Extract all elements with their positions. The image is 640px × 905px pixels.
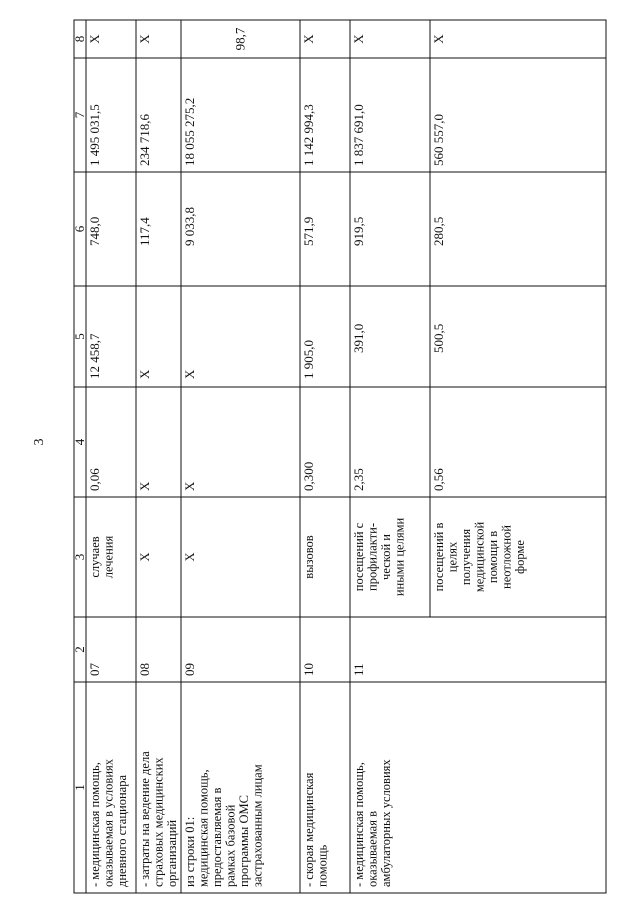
row-label: - скорая медицинская [302, 772, 316, 887]
cell-value: 98,7 [232, 27, 248, 51]
row-label: организаций [165, 819, 179, 887]
cell-value: 2,35 [351, 468, 366, 491]
unit-label: посещений с [352, 522, 366, 592]
header-cell-6: 6 [72, 225, 87, 233]
row-label: оказываемая в условиях [101, 758, 116, 887]
cell-value: X [182, 369, 197, 379]
unit-label: вызовов [302, 535, 316, 579]
row-label: - медицинская помощь, [88, 762, 102, 887]
row-label: медицинская помощь, [196, 769, 211, 887]
header-cell-2: 2 [72, 646, 87, 653]
header-cell-7: 7 [72, 111, 87, 119]
cell-value: 919,5 [351, 216, 366, 246]
unit-label: помощи в [486, 530, 500, 584]
header-cell-3: 3 [72, 553, 87, 561]
unit-label: X [138, 552, 152, 562]
row-label: из строки 01: [183, 816, 197, 887]
cell-value: X [87, 34, 102, 44]
row-label: застрахованным лицам [250, 764, 265, 887]
cell-value: 9 033,8 [182, 207, 197, 246]
unit-label: лечения [101, 535, 116, 579]
cell-value: X [137, 34, 152, 44]
row-code: 09 [182, 663, 197, 676]
unit-label: ческой и [379, 534, 393, 580]
unit-label: целях [445, 541, 460, 573]
cell-value: 1 905,0 [301, 340, 316, 379]
cell-value: 748,0 [87, 216, 102, 246]
row-code: 08 [137, 663, 152, 676]
header-cell-4: 4 [72, 438, 87, 446]
row-label: рамках базовой [223, 804, 238, 887]
unit-label: посещений в [432, 522, 446, 592]
cell-value: 1 142 994,3 [301, 104, 316, 166]
cell-value: 234 718,6 [137, 114, 152, 166]
row-label: дневного стационара [115, 774, 129, 887]
cell-value: 1 495 031,5 [87, 104, 102, 166]
row-label: предоставляемая в [210, 787, 224, 887]
cell-value: X [137, 369, 152, 379]
header-cell-5: 5 [72, 333, 87, 340]
unit-label: получения [459, 528, 473, 586]
cell-value: 12 458,7 [87, 333, 102, 379]
row-label: страховых медицинских [151, 757, 166, 887]
unit-label: случаев [88, 536, 102, 578]
cell-value: 0,300 [301, 461, 316, 491]
cell-value: 117,4 [137, 217, 152, 246]
cell-value: 280,5 [431, 216, 446, 246]
row-label: - медицинская помощь, [352, 762, 366, 887]
row-code: 11 [351, 663, 366, 676]
cell-value: 1 837 691,0 [351, 104, 366, 166]
cell-value: X [137, 481, 152, 491]
row-label: амбулаторных условиях [379, 759, 393, 887]
cell-value: X [431, 34, 446, 44]
row-label: - затраты на ведение дела [138, 751, 152, 887]
row-code: 07 [87, 663, 102, 676]
page-number-text: 3 [32, 438, 47, 446]
cell-value: 571,9 [301, 216, 316, 246]
unit-label: профилакти- [365, 523, 380, 591]
row-label: программы ОМС [237, 795, 251, 887]
row-label: помощь [315, 844, 330, 887]
cell-value: X [182, 481, 197, 491]
cell-value: X [351, 34, 366, 44]
cell-value: X [301, 34, 316, 44]
unit-label: форме [513, 540, 527, 574]
unit-label: неотложной [499, 525, 514, 589]
cell-value: 0,56 [431, 468, 446, 491]
cell-value: 391,0 [351, 323, 366, 353]
row-label: оказываемая в [365, 810, 380, 887]
cell-value: 18 055 275,2 [182, 97, 197, 166]
header-cell-1: 1 [72, 784, 87, 791]
header-cell-8: 8 [72, 35, 87, 43]
unit-label: X [183, 552, 197, 562]
cell-value: 560 557,0 [431, 114, 446, 166]
unit-label: медицинской [472, 521, 487, 593]
cell-value: 500,5 [431, 323, 446, 353]
unit-label: иными целями [392, 517, 407, 597]
cell-value: 0,06 [87, 468, 102, 491]
row-code: 10 [301, 663, 316, 676]
